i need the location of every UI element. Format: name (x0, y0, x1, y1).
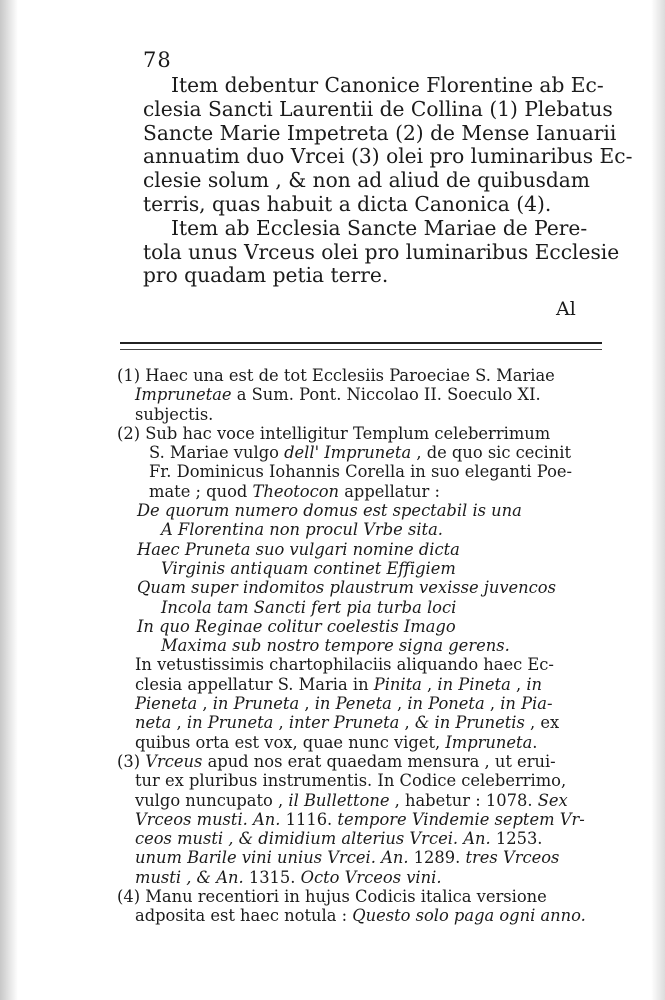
footnotes (117, 366, 605, 926)
footnote-1-line: Imprunetae a Sum. Pont. Niccolao II. Soeculo XI. (135, 385, 541, 405)
footnote-3-line: tur ex pluribus instrumentis. In Codice celeberrimo, (135, 771, 567, 791)
main-text-line: Item ab Ecclesia Sancte Mariae de Pere- (171, 215, 588, 240)
footnote-2-line: mate ; quod Theotocon appellatur : (149, 481, 440, 501)
footnote-3-line: vulgo nuncupato , il Bullettone , habetur : 1078. Sex (135, 790, 568, 810)
footnote-2-line: In vetustissimis chartophilaciis aliquando haec Ec- (135, 655, 554, 675)
main-text-block (143, 73, 633, 288)
main-text-line: Item debentur Canonice Florentine ab Ec- (171, 73, 604, 97)
main-text-line: clesia Sancti Laurentii de Collina (1) Plebatus (143, 96, 613, 121)
footnote-2-line: (2) Sub hac voce intelligitur Templum celeberrimum (117, 423, 551, 443)
footnote-2-line: quibus orta est vox, quae nunc viget, Impruneta. (135, 732, 538, 752)
footnote-2-line: S. Mariae vulgo dell' Impruneta , de quo sic cecinit (149, 443, 571, 463)
footnote-2-line: Pieneta , in Pruneta , in Peneta , in Poneta , in Pia- (135, 694, 553, 714)
main-text-line: clesie solum , & non ad aliud de quibusdam (143, 168, 590, 193)
main-text-line: tola unus Vrceus olei pro luminaribus Ecclesie (143, 239, 620, 264)
verse-line: In quo Reginae colitur coelestis Imago (137, 616, 456, 636)
verse-line: Maxima sub nostro tempore signa gerens. (161, 636, 510, 656)
footnote-3-line: musti , & An. 1315. Octo Vrceos vini. (135, 867, 442, 887)
page-edge-shadow-right (651, 0, 665, 1000)
main-text-line: pro quadam petia terre. (143, 263, 389, 288)
footnote-4-line: adposita est haec notula : Questo solo paga ogni anno. (135, 906, 586, 926)
verse-line: Incola tam Sancti fert pia turba loci (161, 597, 457, 617)
main-text-line: annuatim duo Vrcei (3) olei pro luminaribus Ec- (143, 144, 633, 169)
footnote-3-line: unum Barile vini unius Vrcei. An. 1289. tres Vrceos (135, 848, 560, 868)
verse-line: A Florentina non procul Vrbe sita. (161, 520, 443, 540)
footnote-2-line: clesia appellatur S. Maria in Pinita , in Pineta , in (135, 674, 543, 694)
main-text-line: terris, quas habuit a dicta Canonica (4). (143, 191, 552, 216)
catchword: Al (556, 298, 576, 320)
verse-line: Haec Pruneta suo vulgari nomine dicta (137, 539, 460, 559)
main-text-line: Sancte Marie Impetreta (2) de Mense Ianuarii (143, 120, 617, 145)
footnote-3-line: (3) Vrceus apud nos erat quaedam mensura , ut erui- (117, 751, 556, 771)
verse-line: Virginis antiquam continet Effigiem (161, 558, 456, 578)
verse-line: Quam super indomitos plaustrum vexisse juvencos (137, 578, 556, 598)
footnote-4-line: (4) Manu recentiori in hujus Codicis italica versione (117, 887, 547, 907)
footnote-rule (120, 342, 602, 344)
verse-line: De quorum numero domus est spectabil is una (137, 501, 522, 521)
footnote-1-line: (1) Haec una est de tot Ecclesiis Paroeciae S. Mariae (117, 366, 555, 385)
page-edge-shadow-left (0, 0, 18, 1000)
footnote-3-line: Vrceos musti. An. 1116. tempore Vindemie septem Vr- (135, 809, 585, 829)
footnote-1-line: subjectis. (135, 404, 214, 424)
page-number: 78 (143, 48, 172, 72)
footnote-2-line: neta , in Pruneta , inter Pruneta , & in Prunetis , ex (135, 713, 560, 733)
footnote-3-line: ceos musti , & dimidium alterius Vrcei. An. 1253. (135, 829, 543, 849)
footnote-rule-thin (120, 349, 602, 350)
footnote-2-line: Fr. Dominicus Iohannis Corella in suo eleganti Poe- (149, 462, 573, 482)
